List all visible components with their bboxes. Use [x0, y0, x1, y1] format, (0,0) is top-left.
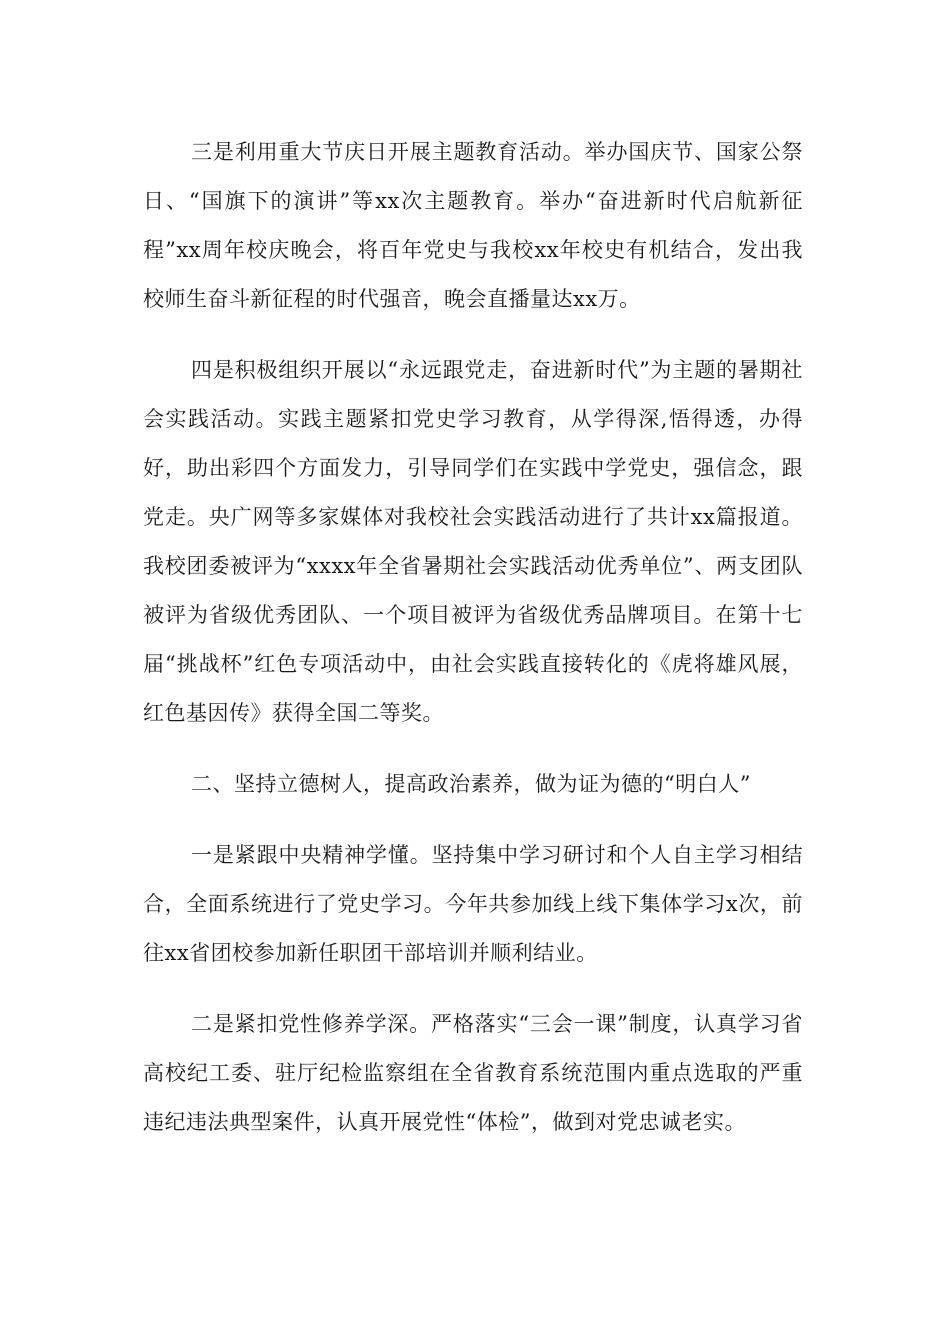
section-heading: 二、坚持立德树人，提高政治素养，做为证为德的“明白人” [191, 772, 751, 796]
paragraph-theme-education: 三是利用重大节庆日开展主题教育活动。举办国庆节、国家公祭日、“国旗下的演讲”等xx次主题教育。举办“奋进新时代启航新征程”xx周年校庆晚会，将百年党史与我校xx年校史有机结合，发出我校师生奋斗新征程的时代强音，晚会直播量达xx万。 [143, 140, 803, 311]
paragraph-summer-practice: 四是积极组织开展以“永远跟党走，奋进新时代”为主题的暑期社会实践活动。实践主题紧扣党史学习教育，从学得深,悟得透，办得好，助出彩四个方面发力，引导同学们在实践中学党史，强信念，跟党走。央广网等多家媒体对我校社会实践活动进行了共计xx篇报道。我校团委被评为“xxxx年全省暑期社会实践活动优秀单位”、两支团队被评为省级优秀团队、一个项目被评为省级优秀品牌项目。在第十七届“挑战杯”红色专项活动中，由社会实践直接转化的《虎将雄风展，红色基因传》获得全国二等奖。 [143, 358, 803, 725]
paragraph-follow-central-spirit: 一是紧跟中央精神学懂。坚持集中学习研讨和个人自主学习相结合，全面系统进行了党史学习。今年共参加线上线下集体学习x次，前往xx省团校参加新任职团干部培训并顺利结业。 [143, 843, 803, 965]
document-body [143, 128, 803, 1169]
paragraph-party-cultivation: 二是紧扣党性修养学深。严格落实“三会一课”制度，认真学习省高校纪工委、驻厅纪检监察组在全省教育系统范围内重点选取的严重违纪违法典型案件，认真开展党性“体检”，做到对党忠诚老实。 [143, 1012, 803, 1134]
